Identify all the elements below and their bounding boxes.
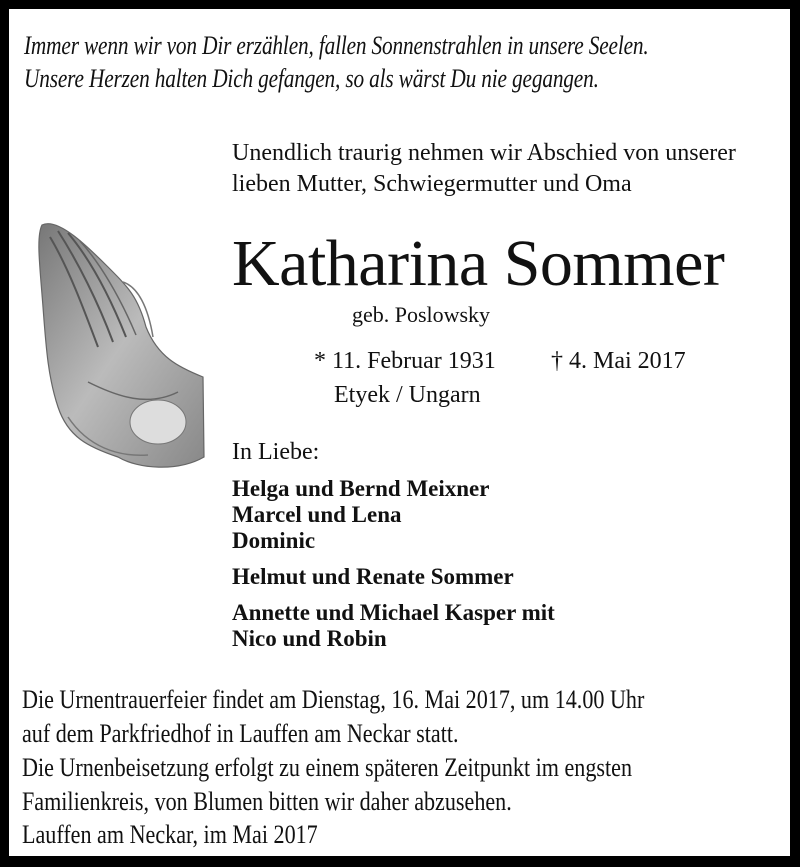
motto-verse <box>24 29 649 95</box>
intro-text <box>232 138 736 200</box>
deceased-name: Katharina Sommer <box>232 227 725 300</box>
mourner-line: Helga und Bernd Meixner <box>232 476 490 501</box>
maiden-name: geb. Poslowsky <box>351 302 491 327</box>
intro-line: lieben Mutter, Schwiegermutter und Oma <box>232 171 632 197</box>
info-line: Die Urnenbeisetzung erfolgt zu einem späteren Zeitpunkt im engsten <box>22 753 633 782</box>
intro-line: Unendlich traurig nehmen wir Abschied von unserer <box>232 140 736 166</box>
birthplace: Etyek / Ungarn <box>334 382 481 408</box>
funeral-info <box>22 683 644 819</box>
death-date: † 4. Mai 2017 <box>551 348 686 374</box>
mourner-line: Dominic <box>232 528 316 553</box>
mourner-line: Helmut und Renate Sommer <box>232 564 514 589</box>
mourners-list <box>232 476 555 662</box>
motto-line: Immer wenn wir von Dir erzählen, fallen Sonnenstrahlen in unsere Seelen. <box>24 31 649 60</box>
mourner-line: Marcel und Lena <box>232 502 402 527</box>
mourner-line: Nico und Robin <box>232 626 387 651</box>
mourners-label: In Liebe: <box>232 439 320 465</box>
mourner-group <box>232 564 555 590</box>
motto-line: Unsere Herzen halten Dich gefangen, so als wärst Du nie gegangen. <box>24 64 599 93</box>
mourner-group <box>232 476 555 554</box>
mourner-line: Annette und Michael Kasper mit <box>232 600 555 625</box>
info-line: Die Urnentrauerfeier findet am Dienstag, 16. Mai 2017, um 14.00 Uhr <box>22 685 645 714</box>
info-line: Familienkreis, von Blumen bitten wir daher abzusehen. <box>22 787 512 816</box>
info-line: auf dem Parkfriedhof in Lauffen am Neckar statt. <box>22 719 459 748</box>
praying-hands-icon <box>28 207 208 477</box>
maiden-name-row <box>0 300 800 330</box>
mourner-group <box>232 600 555 652</box>
birth-date: * 11. Februar 1931 <box>314 348 496 374</box>
place-date: Lauffen am Neckar, im Mai 2017 <box>22 820 318 849</box>
